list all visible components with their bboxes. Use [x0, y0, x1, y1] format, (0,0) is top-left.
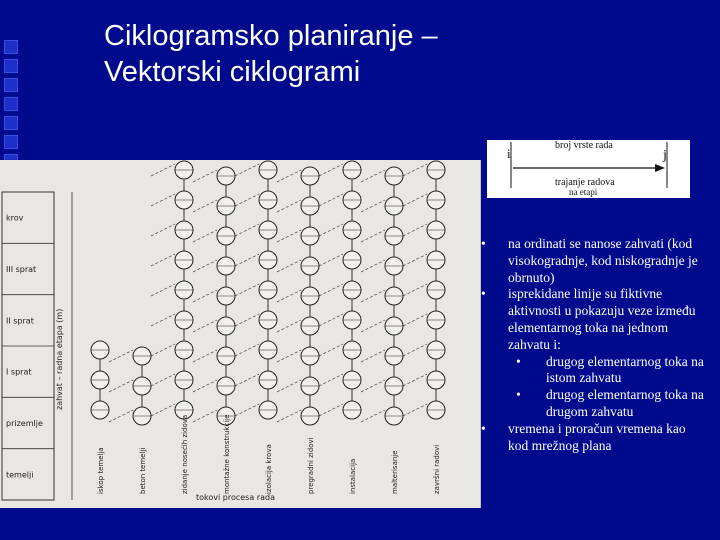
cyclogram-node — [427, 311, 445, 329]
decorative-squares — [0, 40, 22, 173]
dummy-edge — [277, 380, 301, 392]
cyclogram-node — [133, 407, 151, 425]
bullet-icon: • — [481, 286, 486, 302]
cyclogram-node — [385, 317, 403, 335]
dummy-edge — [403, 254, 427, 266]
bullet-text-2: isprekidane linije su fiktivne aktivnosti u pokazuju veze između elementarnog toka na jednom zahvatu i: — [508, 286, 696, 352]
bullet-icon: • — [481, 420, 486, 436]
vector-cyclogram-image — [0, 160, 481, 508]
dummy-edge — [235, 224, 259, 236]
cyclogram-node — [301, 317, 319, 335]
cyclogram-node — [343, 311, 361, 329]
column-label: završni radovi — [433, 444, 441, 494]
legend-bottom-label-2: na etapi — [569, 187, 598, 197]
cyclogram-node — [427, 401, 445, 419]
dummy-edge — [403, 344, 427, 356]
dummy-edge — [361, 380, 385, 392]
dummy-edge — [151, 404, 175, 416]
dummy-edge — [277, 170, 301, 182]
cyclogram-node — [259, 191, 277, 209]
cyclogram-node — [301, 287, 319, 305]
dummy-edge — [151, 374, 175, 386]
floor-label: II sprat — [6, 316, 34, 326]
column-label: pregradni zidovi — [307, 437, 315, 494]
dummy-edge — [277, 320, 301, 332]
bullet-item-3 — [478, 421, 708, 455]
dummy-edge — [277, 260, 301, 272]
cyclogram-node — [385, 257, 403, 275]
dummy-edge — [151, 344, 175, 356]
sub-bullet-item-2 — [478, 387, 708, 421]
cyclogram-node — [301, 197, 319, 215]
floor-label: temelji — [6, 470, 34, 480]
column-label: instalacija — [349, 458, 357, 494]
cyclogram-node — [175, 311, 193, 329]
dummy-edge — [403, 374, 427, 386]
dummy-edge — [361, 170, 385, 182]
cyclogram-node — [175, 371, 193, 389]
dummy-edge — [151, 224, 175, 236]
cyclogram-node — [175, 221, 193, 239]
cyclogram-node — [427, 371, 445, 389]
dummy-edge — [193, 410, 217, 422]
dummy-edge — [277, 230, 301, 242]
cyclogram-node — [175, 251, 193, 269]
dummy-edge — [151, 314, 175, 326]
cyclogram-node — [259, 221, 277, 239]
cyclogram-node — [217, 227, 235, 245]
legend-diagram — [487, 140, 690, 198]
cyclogram-node — [343, 191, 361, 209]
cyclogram-node — [217, 347, 235, 365]
cyclogram-node — [133, 377, 151, 395]
cyclogram-node — [385, 407, 403, 425]
cyclogram-node — [301, 377, 319, 395]
cyclogram-node — [427, 281, 445, 299]
cyclogram-node — [175, 281, 193, 299]
cyclogram-node — [343, 341, 361, 359]
bullet-text-3: vremena i proračun vremena kao kod mrežnog plana — [508, 420, 686, 453]
dummy-edge — [319, 164, 343, 176]
cyclogram-node — [259, 341, 277, 359]
floor-label: prizemlje — [6, 419, 43, 428]
sub-bullet-item-1 — [478, 354, 708, 388]
title-line-2: Vektorski ciklogrami — [104, 56, 361, 88]
dummy-edge — [319, 254, 343, 266]
cyclogram-node — [427, 251, 445, 269]
cyclogram-node — [385, 227, 403, 245]
dummy-edge — [361, 320, 385, 332]
cyclogram-node — [259, 251, 277, 269]
cyclogram-node — [217, 317, 235, 335]
bullet-icon: • — [516, 387, 521, 403]
floor-label: III sprat — [6, 265, 37, 274]
dummy-edge — [277, 350, 301, 362]
dummy-edge — [361, 260, 385, 272]
dummy-edge — [235, 404, 259, 416]
dummy-edge — [235, 344, 259, 356]
cyclogram-node — [301, 227, 319, 245]
sub-bullet-text-2: drugog elementarnog toka na drugom zahvatu — [546, 387, 704, 419]
dummy-edge — [319, 194, 343, 206]
dummy-edge — [193, 200, 217, 212]
dummy-edge — [193, 290, 217, 302]
dummy-edge — [361, 290, 385, 302]
cyclogram-node — [259, 311, 277, 329]
dummy-edge — [361, 230, 385, 242]
dummy-edge — [403, 224, 427, 236]
dummy-edge — [235, 374, 259, 386]
dummy-edge — [403, 284, 427, 296]
bullet-item-2 — [478, 286, 708, 353]
bullet-list — [478, 236, 708, 454]
dummy-edge — [403, 404, 427, 416]
dummy-edge — [277, 200, 301, 212]
dummy-edge — [319, 404, 343, 416]
dummy-edge — [193, 230, 217, 242]
dummy-edge — [193, 260, 217, 272]
dummy-edge — [109, 380, 133, 392]
dummy-edge — [109, 410, 133, 422]
bullet-icon: • — [516, 353, 521, 369]
dummy-edge — [151, 164, 175, 176]
axis-y-label: zahvat – radna etapa (m) — [55, 308, 64, 410]
cyclogram-node — [385, 377, 403, 395]
cyclogram-node — [217, 257, 235, 275]
cyclogram-node — [259, 281, 277, 299]
dummy-edge — [235, 164, 259, 176]
cyclogram-node — [259, 161, 277, 179]
cyclogram-node — [427, 191, 445, 209]
dummy-edge — [361, 200, 385, 212]
cyclogram-node — [427, 161, 445, 179]
dummy-edge — [361, 350, 385, 362]
cyclogram-node — [175, 341, 193, 359]
legend-node-j: j — [663, 148, 667, 163]
cyclogram-node — [385, 167, 403, 185]
dummy-edge — [109, 350, 133, 362]
cyclogram-node — [343, 221, 361, 239]
dummy-edge — [235, 284, 259, 296]
floor-label: I sprat — [6, 367, 32, 377]
dummy-edge — [319, 344, 343, 356]
cyclogram-node — [259, 371, 277, 389]
title-line-1: Ciklogramsko planiranje – — [104, 20, 438, 52]
dummy-edge — [319, 284, 343, 296]
bullet-icon: • — [481, 236, 486, 251]
cyclogram-node — [385, 347, 403, 365]
dummy-edge — [403, 314, 427, 326]
cyclogram-node — [217, 287, 235, 305]
cyclogram-node — [91, 401, 109, 419]
cyclogram-node — [217, 197, 235, 215]
column-label: montažne konstrukcije — [223, 414, 231, 494]
dummy-edge — [403, 164, 427, 176]
cyclogram-node — [133, 347, 151, 365]
legend-bottom-label-1: trajanje radova — [555, 177, 615, 188]
cyclogram-node — [91, 341, 109, 359]
sub-bullet-text-1: drugog elementarnog toka na istom zahvatu — [546, 353, 704, 386]
column-label: beton temelji — [139, 447, 147, 494]
cyclogram-node — [343, 251, 361, 269]
cyclogram-node — [175, 161, 193, 179]
cyclogram-node — [259, 401, 277, 419]
dummy-edge — [277, 410, 301, 422]
cyclogram-node — [385, 287, 403, 305]
cyclogram-node — [301, 257, 319, 275]
cyclogram-node — [301, 347, 319, 365]
legend-node-i: i — [507, 146, 511, 161]
dummy-edge — [151, 194, 175, 206]
cyclogram-node — [343, 281, 361, 299]
bullet-item-1 — [478, 236, 708, 286]
cyclogram-node — [175, 191, 193, 209]
cyclogram-node — [343, 161, 361, 179]
dummy-edge — [319, 374, 343, 386]
dummy-edge — [193, 170, 217, 182]
dummy-edge — [403, 194, 427, 206]
column-label: izolacija krova — [265, 444, 273, 494]
dummy-edge — [193, 350, 217, 362]
dummy-edge — [361, 410, 385, 422]
cyclogram-graphic — [0, 160, 480, 508]
cyclogram-node — [343, 401, 361, 419]
dummy-edge — [319, 314, 343, 326]
dummy-edge — [235, 254, 259, 266]
cyclogram-node — [343, 371, 361, 389]
column-label: malterisanje — [391, 450, 399, 494]
cyclogram-node — [301, 167, 319, 185]
dummy-edge — [193, 380, 217, 392]
cyclogram-node — [217, 377, 235, 395]
column-label: iskop temelja — [97, 447, 105, 494]
axis-x-label: tokovi procesa rada — [196, 493, 275, 502]
bullet-text-1: na ordinati se nanose zahvati (kod visokogradnje, kod niskogradnje je obrnuto) — [508, 236, 698, 285]
slide-title — [104, 18, 664, 90]
cyclogram-node — [427, 341, 445, 359]
cyclogram-node — [91, 371, 109, 389]
cyclogram-node — [301, 407, 319, 425]
dummy-edge — [277, 290, 301, 302]
cyclogram-node — [427, 221, 445, 239]
dummy-edge — [151, 254, 175, 266]
cyclogram-node — [217, 167, 235, 185]
dummy-edge — [319, 224, 343, 236]
column-label: zidanje nosećih zidova — [181, 414, 189, 494]
dummy-edge — [235, 314, 259, 326]
floor-label: krov — [6, 213, 24, 223]
cyclogram-node — [385, 197, 403, 215]
dummy-edge — [151, 284, 175, 296]
legend-top-label: broj vrste rada — [555, 140, 613, 151]
dummy-edge — [193, 320, 217, 332]
dummy-edge — [235, 194, 259, 206]
